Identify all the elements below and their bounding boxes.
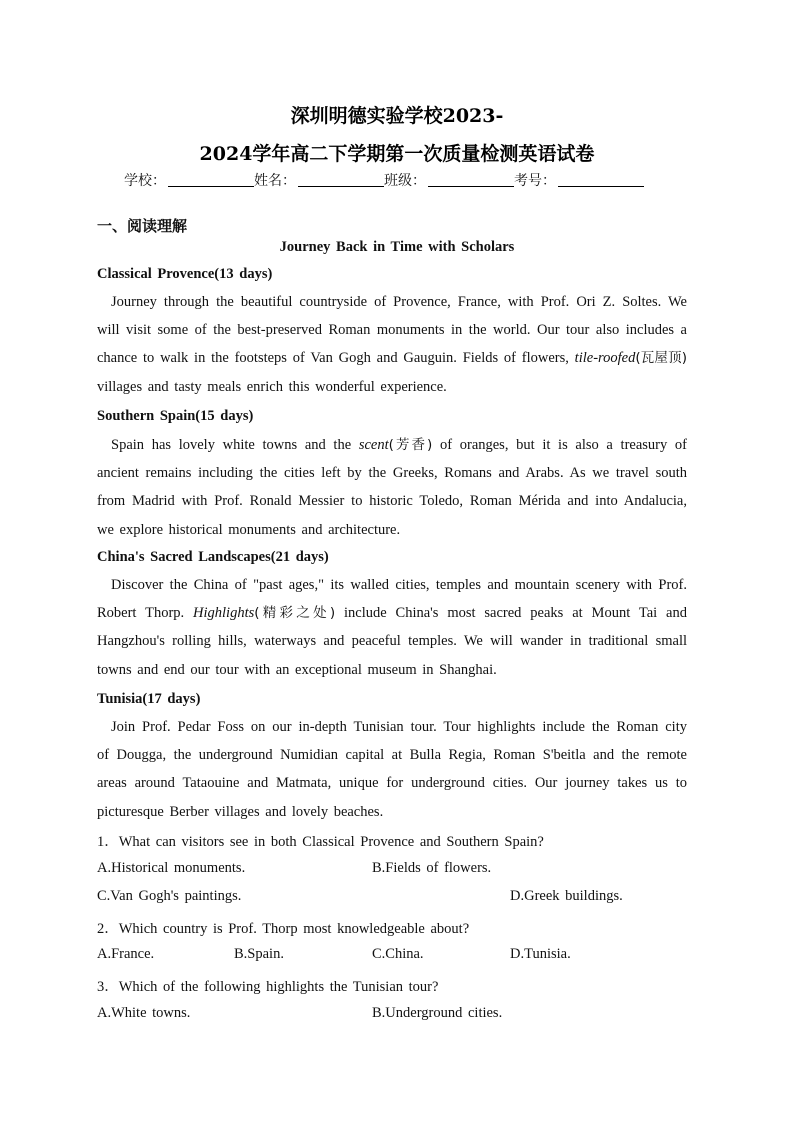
paragraph-text: Journey through the beautiful countryside of Provence, France, with Prof. Ori Z. Soltes. We will visit some of the best-preserved Roman monuments in the world. Our tour also includes a chance to walk in the footsteps of Van Gogh and Gauguin. Fields of flowers, [97, 294, 687, 367]
paragraph-text: Join Prof. Pedar Foss on our in-depth Tunisian tour. Tour highlights include the Roman city of Dougga, the underground Numidian capital at Bulla Regia, Roman S'beitla and the remote areas around Tataouine and Matmata, unique for underground cities. Our journey takes us to picturesque Berber villages and lovely beaches. [97, 719, 687, 820]
tour-paragraph-tunisia [97, 713, 687, 826]
paragraph-text: include China's most sacred peaks at Mount Tai and Hangzhou's rolling hills, waterways and peaceful temples. We will wander in traditional small towns and end our tour with an exceptional museum in Shanghai. [97, 605, 687, 678]
question-3-option-a[interactable]: A.White towns. [97, 1005, 191, 1021]
class-label: 班级： [384, 173, 426, 189]
gloss-text: (瓦屋顶) [635, 350, 687, 367]
school-blank [168, 172, 254, 187]
question-1-option-b[interactable]: B.Fields of flowers. [372, 860, 492, 876]
question-3-stem: 3．Which of the following highlights the Tunisian tour? [97, 979, 439, 995]
emphasized-word: Highlights [193, 605, 255, 622]
paragraph-text: of oranges, but it is also a treasury of ancient remains including the cities left by the Greeks, Romans and Arabs. As we travel south from Madrid with Prof. Ronald Messier to historic Toledo, Roman Mérida and into Andalucia, we explore historical monuments and architecture. [97, 437, 687, 538]
passage-title: Journey Back in Time with Scholars [279, 239, 515, 255]
class-blank [428, 172, 514, 187]
paragraph-text: Discover the China of "past ages," its walled cities, temples and mountain scenery with Prof. Robert Thorp. [97, 577, 687, 622]
question-1-option-a[interactable]: A.Historical monuments. [97, 860, 246, 876]
paragraph-text: villages and tasty meals enrich this wonderful experience. [97, 378, 447, 395]
school-label: 学校： [124, 173, 166, 189]
emphasized-word: scent [358, 437, 389, 453]
student-info-line [124, 170, 644, 190]
tour-paragraph-spain [97, 431, 687, 544]
exam-no-blank [558, 172, 644, 187]
emphasized-word: tile-roofed [574, 350, 636, 367]
tour-paragraph-china [97, 571, 687, 684]
question-1-option-d[interactable]: D.Greek buildings. [510, 888, 623, 904]
name-blank [298, 172, 384, 187]
paragraph-text: Spain has lovely white towns and the [111, 437, 359, 453]
name-label: 姓名： [254, 173, 296, 189]
section-title: 一、阅读理解 [97, 217, 188, 235]
question-2-option-b[interactable]: B.Spain. [234, 946, 284, 962]
exam-title-line1: 深圳明德实验学校2023- [290, 105, 504, 127]
question-3-option-b[interactable]: B.Underground cities. [372, 1005, 503, 1021]
question-2-option-c[interactable]: C.China. [372, 946, 424, 962]
exam-no-label: 考号： [514, 173, 556, 189]
tour-heading-provence: Classical Provence(13 days) [97, 266, 273, 282]
exam-title-line2: 2024学年高二下学期第一次质量检测英语试卷 [199, 143, 595, 165]
question-1-stem: 1．What can visitors see in both Classical Provence and Southern Spain? [97, 834, 544, 850]
question-2-option-a[interactable]: A.France. [97, 946, 155, 962]
tour-heading-tunisia: Tunisia(17 days) [97, 691, 201, 707]
tour-heading-spain: Southern Spain(15 days) [97, 408, 254, 424]
tour-heading-china: China's Sacred Landscapes(21 days) [97, 549, 329, 565]
gloss-text: (芳香) [388, 437, 433, 453]
question-2-stem: 2．Which country is Prof. Thorp most knowledgeable about? [97, 921, 470, 937]
tour-paragraph-provence [97, 288, 687, 401]
question-2-option-d[interactable]: D.Tunisia. [510, 946, 571, 962]
gloss-text: (精彩之处) [254, 605, 336, 622]
question-1-option-c[interactable]: C.Van Gogh's paintings. [97, 888, 242, 904]
